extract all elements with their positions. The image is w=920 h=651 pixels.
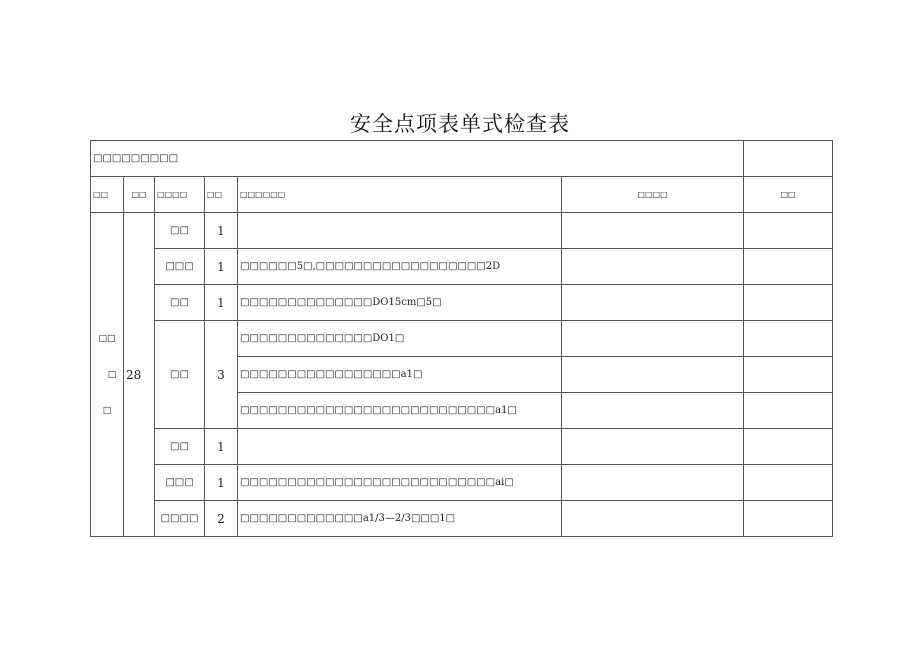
group-label-line: □ <box>107 369 117 380</box>
blank-cell <box>562 285 744 321</box>
table-row <box>91 501 833 537</box>
blank-cell <box>744 429 833 465</box>
column-header: □□ <box>91 177 124 213</box>
item-cell: □□ <box>155 429 205 465</box>
blank-cell <box>562 393 744 429</box>
blank-cell <box>562 357 744 393</box>
item-cell: □□ <box>155 285 205 321</box>
blank-cell <box>744 501 833 537</box>
item-cell: □□□ <box>155 249 205 285</box>
column-header: □□□□□□ <box>238 177 562 213</box>
table-row <box>91 249 833 285</box>
group-label-line: □□ <box>98 333 116 344</box>
blank-cell <box>562 429 744 465</box>
blank-cell <box>562 465 744 501</box>
column-header-row <box>91 177 833 213</box>
blank-cell <box>744 249 833 285</box>
blank-cell <box>562 249 744 285</box>
blank-cell <box>562 321 744 357</box>
item-cell: □□ <box>155 321 205 429</box>
table-header-row <box>91 141 833 177</box>
item-cell: □□ <box>155 213 205 249</box>
table-header-blank-cell <box>744 141 833 177</box>
blank-cell <box>744 393 833 429</box>
column-header: □□□□ <box>155 177 205 213</box>
table-row <box>91 465 833 501</box>
column-header: □□ <box>124 177 155 213</box>
content-cell: □□□□□□□□□□□□□□□□□□□□□□□□□□□ai□ <box>238 465 562 501</box>
content-cell: □□□□□□□□□□□□□a1/3—2/3□□□1□ <box>238 501 562 537</box>
table-row <box>91 429 833 465</box>
score-cell: 1 <box>205 429 238 465</box>
column-header: □□ <box>205 177 238 213</box>
table-row <box>91 213 833 249</box>
blank-cell <box>744 465 833 501</box>
group-score-cell: 28 <box>124 213 155 537</box>
blank-cell <box>744 213 833 249</box>
content-cell: □□□□□□5□,□□□□□□□□□□□□□□□□□□2D <box>238 249 562 285</box>
content-cell <box>238 213 562 249</box>
score-cell: 1 <box>205 249 238 285</box>
column-header: □□□□ <box>562 177 744 213</box>
score-cell: 1 <box>205 465 238 501</box>
table-row <box>91 321 833 357</box>
column-header: □□ <box>744 177 833 213</box>
score-cell: 1 <box>205 285 238 321</box>
content-cell: □□□□□□□□□□□□□□□□□a1□ <box>238 357 562 393</box>
group-label-cell <box>91 213 124 537</box>
content-cell <box>238 429 562 465</box>
blank-cell <box>744 285 833 321</box>
score-cell: 3 <box>205 321 238 429</box>
table-header-cell: □□□□□□□□□ <box>91 141 744 177</box>
score-cell: 2 <box>205 501 238 537</box>
content-cell: □□□□□□□□□□□□□□DO1□ <box>238 321 562 357</box>
item-cell: □□□ <box>155 465 205 501</box>
content-cell: □□□□□□□□□□□□□□□□□□□□□□□□□□□a1□ <box>238 393 562 429</box>
blank-cell <box>744 321 833 357</box>
blank-cell <box>744 357 833 393</box>
group-label-line: □ <box>102 405 112 416</box>
page-title: 安全点项表单式检查表 <box>350 112 570 136</box>
item-cell: □□□□ <box>155 501 205 537</box>
inspection-table <box>90 140 833 537</box>
table-row <box>91 285 833 321</box>
content-cell: □□□□□□□□□□□□□□DO15cm□5□ <box>238 285 562 321</box>
score-cell: 1 <box>205 213 238 249</box>
blank-cell <box>562 501 744 537</box>
blank-cell <box>562 213 744 249</box>
